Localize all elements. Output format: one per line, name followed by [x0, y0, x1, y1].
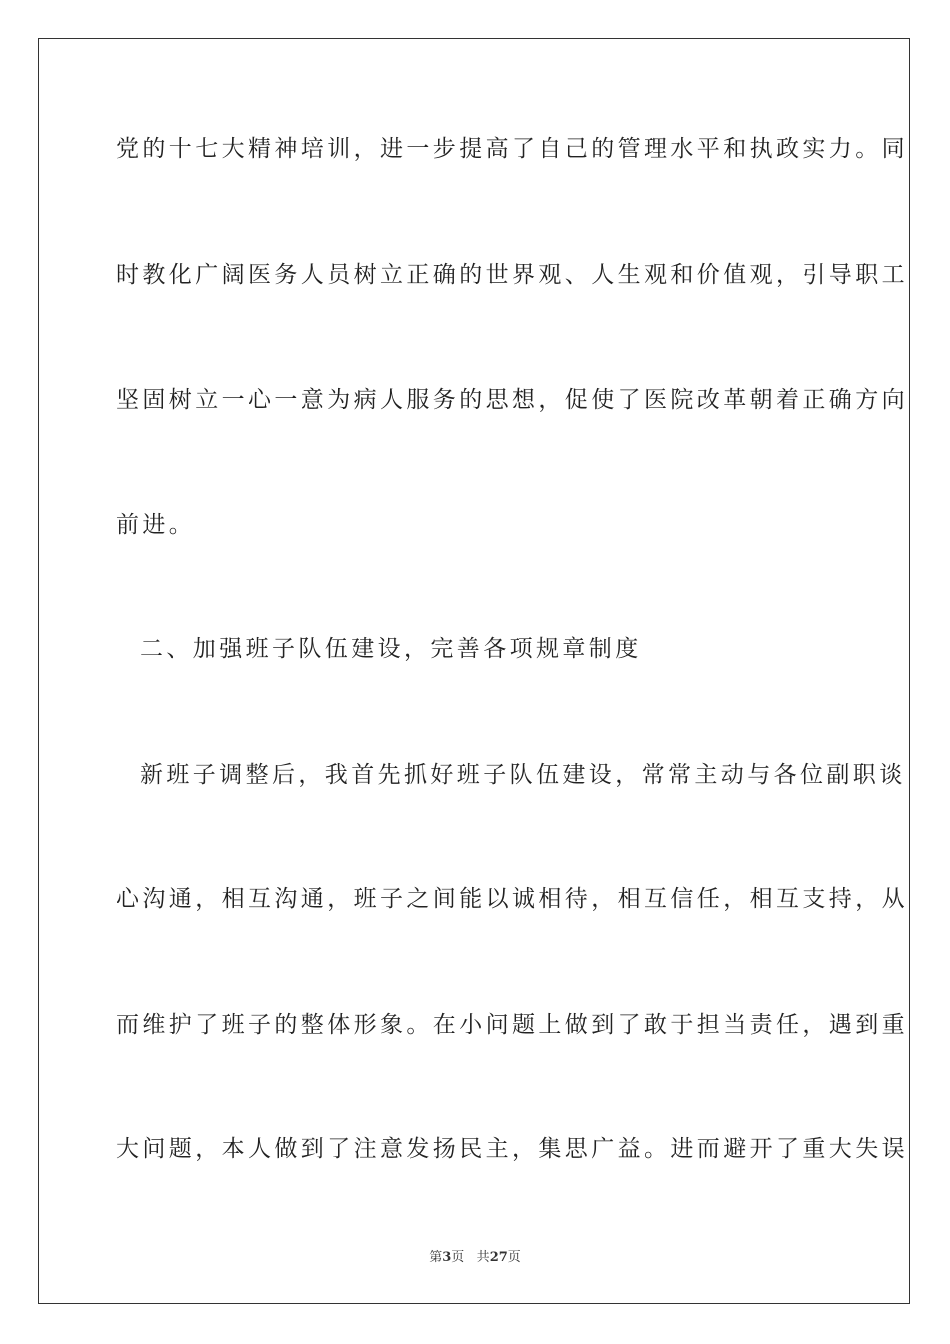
- section-heading: 二、加强班子队伍建设，完善各项规章制度: [140, 636, 642, 662]
- body-text-line: 心沟通，相互沟通，班子之间能以诚相待，相互信任，相互支持，从: [116, 886, 908, 912]
- page-border: [38, 38, 910, 1304]
- body-text-line: 新班子调整后，我首先抓好班子队伍建设，常常主动与各位副职谈: [140, 762, 906, 788]
- page-number: 3: [442, 1250, 452, 1265]
- page-suffix: 页: [451, 1250, 465, 1265]
- body-text-line: 党的十七大精神培训，进一步提高了自己的管理水平和执政实力。同: [116, 136, 908, 162]
- total-prefix: 共: [476, 1250, 490, 1265]
- total-pages: 27: [489, 1250, 508, 1265]
- page-prefix: 第: [429, 1250, 443, 1265]
- body-text-line: 大问题，本人做到了注意发扬民主，集思广益。进而避开了重大失误: [116, 1136, 908, 1162]
- body-text-line: 坚固树立一心一意为病人服务的思想，促使了医院改革朝着正确方向: [116, 387, 908, 413]
- body-text-line: 前进。: [116, 512, 196, 538]
- total-suffix: 页: [507, 1250, 521, 1265]
- body-text-line: 时教化广阔医务人员树立正确的世界观、人生观和价值观，引导职工: [116, 262, 908, 288]
- page-footer: [0, 1246, 950, 1265]
- body-text-line: 而维护了班子的整体形象。在小问题上做到了敢于担当责任，遇到重: [116, 1012, 908, 1038]
